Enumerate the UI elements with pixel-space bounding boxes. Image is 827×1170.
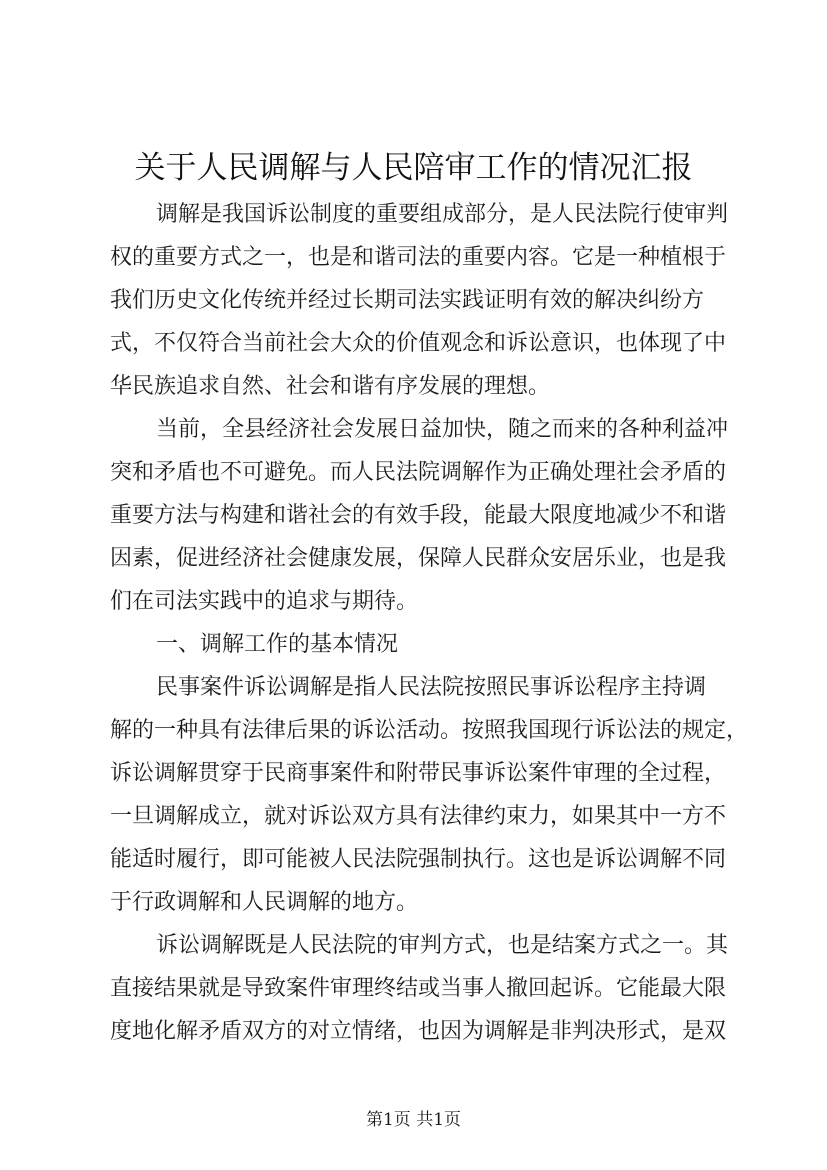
paragraph-line: 直接结果就是导致案件审理终结或当事人撤回起诉。它能最大限	[110, 976, 727, 1001]
paragraph-line: 因素，促进经济社会健康发展，保障人民群众安居乐业，也是我	[110, 546, 727, 571]
document-title: 关于人民调解与人民陪审工作的情况汇报	[134, 150, 693, 186]
paragraph-line: 们在司法实践中的追求与期待。	[110, 589, 419, 614]
paragraph-line: 华民族追求自然、社会和谐有序发展的理想。	[110, 374, 551, 399]
paragraph-line: 突和矛盾也不可避免。而人民法院调解作为正确处理社会矛盾的	[110, 460, 727, 485]
paragraph-line: 当前，全县经济社会发展日益加快，随之而来的各种利益冲	[156, 417, 729, 442]
paragraph-line: 度地化解矛盾双方的对立情绪，也因为调解是非判决形式，是双	[110, 1019, 727, 1044]
paragraph-line: 我们历史文化传统并经过长期司法实践证明有效的解决纠纷方	[110, 288, 705, 313]
paragraph-line: 调解是我国诉讼制度的重要组成部分，是人民法院行使审判	[156, 202, 729, 227]
paragraph-line: 式，不仅符合当前社会大众的价值观念和诉讼意识，也体现了中	[110, 331, 727, 356]
paragraph-line: 民事案件诉讼调解是指人民法院按照民事诉讼程序主持调	[156, 675, 707, 700]
paragraph-line: 能适时履行，即可能被人民法院强制执行。这也是诉讼调解不同	[110, 847, 727, 872]
paragraph-line: 于行政调解和人民调解的地方。	[110, 890, 419, 915]
paragraph-line: 一旦调解成立，就对诉讼双方具有法律约束力，如果其中一方不	[110, 804, 727, 829]
section-heading: 一、调解工作的基本情况	[156, 632, 399, 657]
paragraph-line: 解的一种具有法律后果的诉讼活动。按照我国现行诉讼法的规定，	[110, 718, 749, 743]
paragraph-line: 诉讼调解既是人民法院的审判方式，也是结案方式之一。其	[156, 933, 729, 958]
paragraph-line: 诉讼调解贯穿于民商事案件和附带民事诉讼案件审理的全过程，	[110, 761, 727, 786]
paragraph-line: 重要方法与构建和谐社会的有效手段，能最大限度地减少不和谐	[110, 503, 727, 528]
page-number-footer: 第1页 共1页	[365, 1110, 462, 1130]
paragraph-line: 权的重要方式之一，也是和谐司法的重要内容。它是一种植根于	[110, 245, 727, 270]
